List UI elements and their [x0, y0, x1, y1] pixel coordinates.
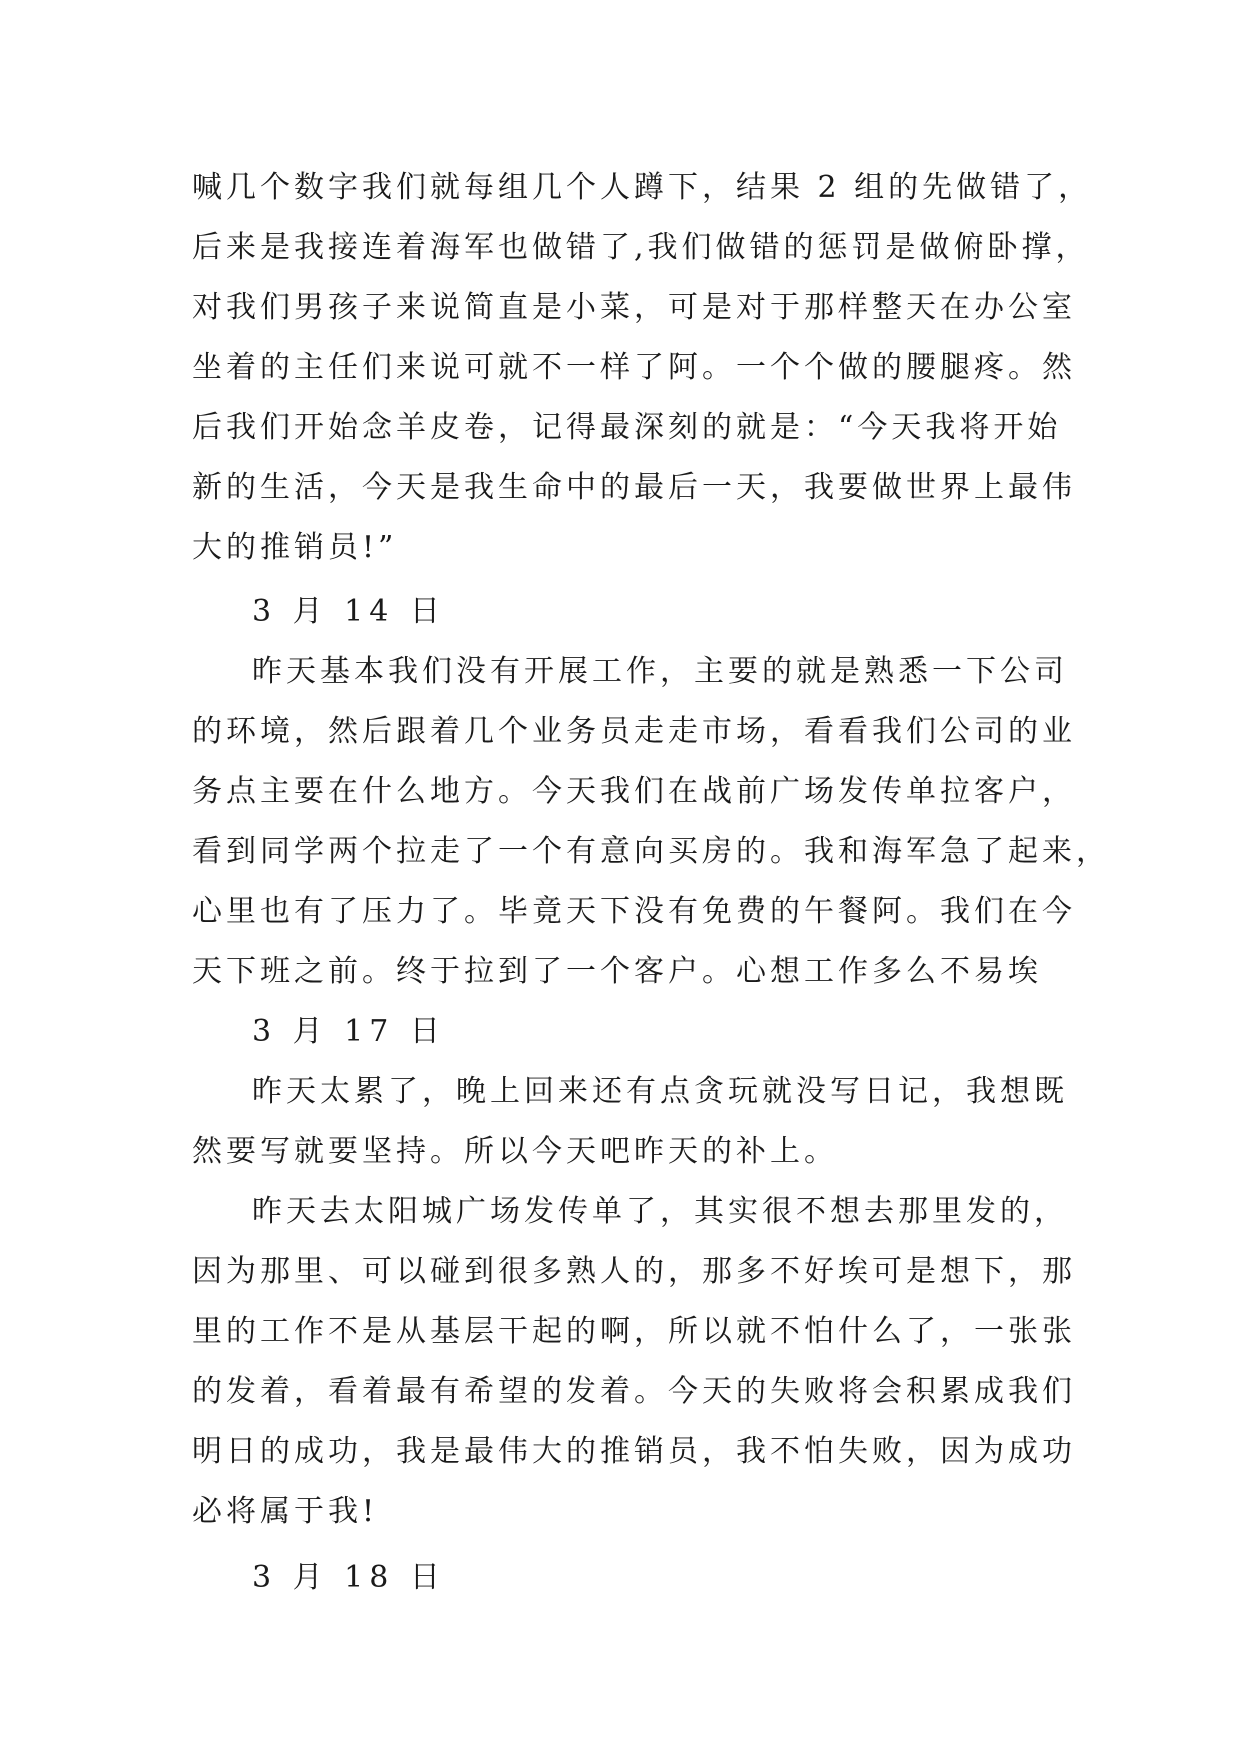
text-line: 看到同学两个拉走了一个有意向买房的。我和海军急了起来，: [192, 834, 1110, 869]
text-line: 务点主要在什么地方。今天我们在战前广场发传单拉客户，: [192, 774, 1076, 809]
text-line: 必将属于我!: [192, 1494, 379, 1529]
text-line: 里的工作不是从基层干起的啊，所以就不怕什么了，一张张: [192, 1314, 1076, 1349]
text-line: 昨天基本我们没有开展工作，主要的就是熟悉一下公司: [252, 654, 1068, 689]
text-line: 因为那里、可以碰到很多熟人的，那多不好埃可是想下，那: [192, 1254, 1076, 1289]
text-line: 后来是我接连着海军也做错了,我们做错的惩罚是做俯卧撑，: [192, 230, 1090, 265]
text-line: 然要写就要坚持。所以今天吧昨天的补上。: [192, 1134, 838, 1169]
date-heading: 3 月 18 日: [252, 1560, 446, 1595]
text-line: 的发着，看着最有希望的发着。今天的失败将会积累成我们: [192, 1374, 1076, 1409]
text-line: 昨天太累了，晚上回来还有点贪玩就没写日记，我想既: [252, 1074, 1068, 1109]
text-line: 昨天去太阳城广场发传单了，其实很不想去那里发的，: [252, 1194, 1068, 1229]
text-line: 大的推销员!”: [192, 530, 398, 565]
date-heading: 3 月 17 日: [252, 1014, 446, 1049]
text-line: 对我们男孩子来说简直是小菜，可是对于那样整天在办公室: [192, 290, 1076, 325]
text-line: 后我们开始念羊皮卷，记得最深刻的就是：“今天我将开始: [192, 410, 1062, 445]
date-heading: 3 月 14 日: [252, 594, 446, 629]
text-line: 明日的成功，我是最伟大的推销员，我不怕失败，因为成功: [192, 1434, 1076, 1469]
text-line: 的环境，然后跟着几个业务员走走市场，看看我们公司的业: [192, 714, 1076, 749]
text-line: 坐着的主任们来说可就不一样了阿。一个个做的腰腿疼。然: [192, 350, 1076, 385]
text-line: 心里也有了压力了。毕竟天下没有免费的午餐阿。我们在今: [192, 894, 1076, 929]
text-line: 天下班之前。终于拉到了一个客户。心想工作多么不易埃: [192, 954, 1042, 989]
text-line: 新的生活，今天是我生命中的最后一天，我要做世界上最伟: [192, 470, 1076, 505]
text-line: 喊几个数字我们就每组几个人蹲下，结果 2 组的先做错了，: [192, 170, 1093, 205]
